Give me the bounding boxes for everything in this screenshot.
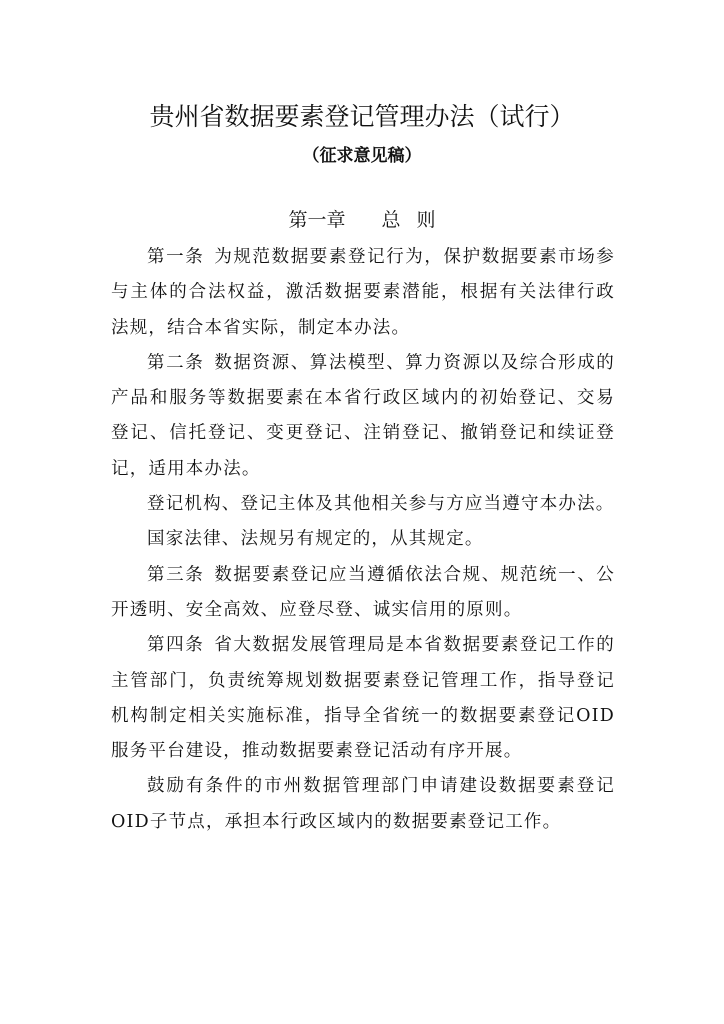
paragraph-article-2-clause-3 [111,522,615,557]
chapter-heading [0,205,724,235]
document-subtitle: （征求意见稿） [302,146,422,166]
chapter-title-word-2: 则 [416,209,436,231]
paragraph-article-4 [111,628,615,769]
paragraph-text: 数据资源、算法模型、算力资源以及综合形成的产品和服务等数据要素在本省行政区域内的初始登记、交易登记、信托登记、变更登记、注销登记、撤销登记和续证登记，适用本办法。 [111,352,615,479]
paragraph-text: 省大数据发展管理局是本省数据要素登记工作的主管部门，负责统筹规划数据要素登记管理工作，指导登记机构制定相关实施标准，指导全省统一的数据要素登记OID服务平台建设，推动数据要素登记活动有序开展。 [111,635,615,762]
paragraph-text: 登记机构、登记主体及其他相关参与方应当遵守本办法。 [147,494,615,515]
document-body [111,240,615,840]
paragraph-article-3 [111,558,615,629]
paragraph-text: 国家法律、法规另有规定的，从其规定。 [147,529,484,550]
paragraph-text: 为规范数据要素登记行为，保护数据要素市场参与主体的合法权益，激活数据要素潜能，根据有关法律行政法规，结合本省实际，制定本办法。 [111,247,615,338]
paragraph-text: 数据要素登记应当遵循依法合规、规范统一、公开透明、安全高效、应登尽登、诚实信用的原则。 [111,564,615,620]
chapter-number: 第一章 [288,209,346,231]
paragraph-text: 鼓励有条件的市州数据管理部门申请建设数据要素登记OID子节点，承担本行政区域内的数据要素登记工作。 [111,776,615,832]
chapter-title-word-1: 总 [381,209,401,231]
article-label: 第二条 [147,352,205,373]
paragraph-article-2-clause-2 [111,487,615,522]
document-title: 贵州省数据要素登记管理办法（试行） [149,102,575,131]
paragraph-article-4-clause-2 [111,769,615,840]
article-label: 第四条 [147,635,205,656]
article-label: 第一条 [147,247,205,267]
paragraph-article-1 [111,240,615,346]
paragraph-article-2 [111,346,615,487]
article-label: 第三条 [147,564,205,585]
